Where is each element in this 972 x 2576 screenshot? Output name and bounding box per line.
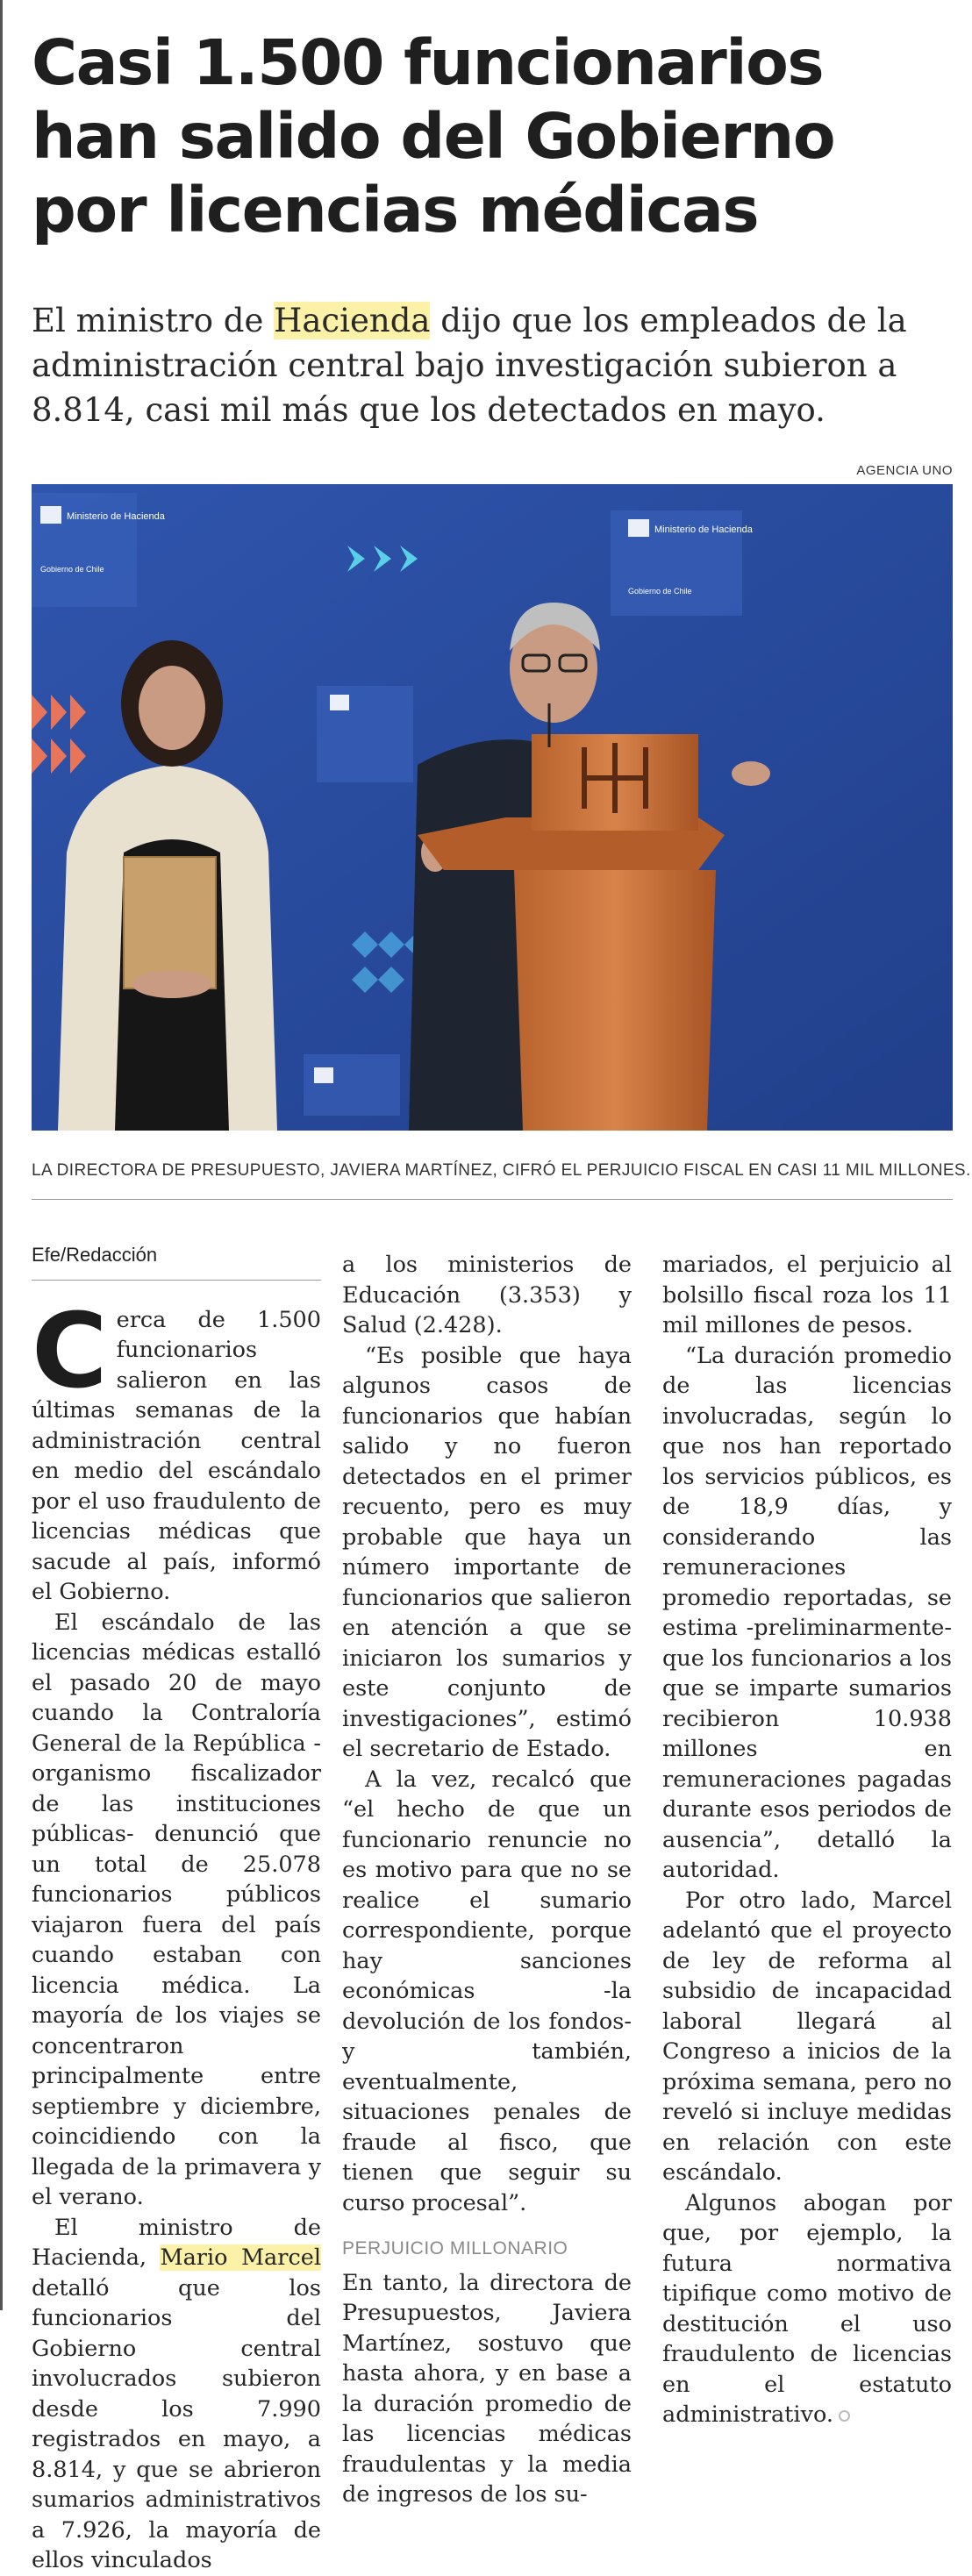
- paragraph-2: El escándalo de las licencias médicas estalló el pasado 20 de mayo cuando la Contraloría General de la República -organismo fiscalizador de las instituciones públicas- denunció que un total de 25.078 funcionarios públicos viajaron fuera del país cuando estaban con licencia médica. La mayoría de los viajes se concentraron principalmente entre septiembre y diciembre, coincidiendo con la llegada de la primavera y el verano.: [32, 1609, 321, 2210]
- page-left-rule: [0, 0, 3, 2310]
- photo-credit: AGENCIA UNO: [856, 463, 953, 478]
- paragraph-1: [32, 1289, 321, 1608]
- headline: [32, 26, 944, 247]
- paragraph-6-col2: En tanto, la directora de Presupuestos, Javiera Martínez, sostuvo que hasta ahora, y en base a la duración promedio de las licencias médicas fraudulentas y la media de ingresos de los su-: [342, 2269, 632, 2508]
- paragraph-7: “La duración promedio de las licencias involucradas, según lo que nos han reportado los servicios públicos, es de 18,9 días, y considerando las remuneraciones promedio reportadas, se estima -preliminarmente- que los funcionarios a los que se imparte sumarios recibieron 10.938 millones en remuneraciones pagadas durante esos periodos de ausencia”, detalló la autoridad.: [662, 1342, 952, 1883]
- deck-text-before: El ministro de: [32, 302, 275, 339]
- paragraph-3-highlight: Mario Marcel: [160, 2244, 321, 2271]
- sign-text-3: Gobierno de Chile: [40, 565, 104, 574]
- paragraph-9-text: Algunos abogan por que, por ejemplo, la futura normativa tipifique como motivo de destitución el uso fraudulento de licencias en el estatuto administrativo.: [662, 2189, 952, 2428]
- press-conference-illustration: [32, 484, 953, 1131]
- section-subhead: PERJUICIO MILLONARIO: [342, 2238, 568, 2258]
- paragraph-9: [662, 2188, 952, 2430]
- headline-line-3: por licencias médicas: [32, 174, 759, 246]
- article-column-3: [662, 1250, 952, 2430]
- paragraph-6-continued: mariados, el perjuicio al bolsillo fiscal roza los 11 mil millones de pesos.: [662, 1252, 952, 1338]
- paragraph-4: “Es posible que haya algunos casos de funcionarios que habían salido y no fueron detectados en el primer recuento, pero es muy probable que haya un número importante de funcionarios que salieron en atención a que se iniciaron los sumarios y este conjunto de investigaciones”, estimó el secretario de Estado.: [342, 1342, 632, 1762]
- paragraph-3-continued: a los ministerios de Educación (3.353) y Salud (2.428).: [342, 1252, 632, 1338]
- drop-cap: C: [32, 1289, 108, 1411]
- article-column-2: [342, 1250, 632, 2510]
- deck-highlight: Hacienda: [274, 302, 431, 339]
- paragraph-1-text: erca de 1.500 funcionarios salieron en las últimas semanas de la administración central en medio del escándalo por el uso fraudulento de licencias médicas que sacude al país, informó el Gobierno.: [32, 1306, 321, 1605]
- news-photo: [32, 484, 953, 1131]
- caption-divider: [32, 1199, 953, 1200]
- paragraph-3-after-col1: detalló que los funcionarios del Gobierno central involucrados subieron desde los 7.990 registrados en mayo, a 8.814, y que se abrieron sumarios administrativos a 7.926, la mayoría de ellos vinculados: [32, 2274, 321, 2573]
- byline: Efe/Redacción: [32, 1244, 158, 1266]
- headline-line-1: Casi 1.500 funcionarios: [32, 26, 824, 99]
- byline-divider: [32, 1280, 321, 1281]
- paragraph-3: [32, 2213, 321, 2576]
- sign-text-4: Gobierno de Chile: [628, 587, 692, 596]
- end-mark-icon: [839, 2410, 850, 2422]
- paragraph-3-before: El ministro de Hacienda,: [32, 2214, 321, 2271]
- paragraph-5: A la vez, recalcó que “el hecho de que un funcionario renuncie no es motivo para que no se realice el sumario correspondiente, porque hay sanciones económicas -la devolución de los fondos- y también, eventualmente, situaciones penales de fraude al fisco, que tienen que seguir su curso procesal”.: [342, 1766, 632, 2216]
- sign-text-2: Ministerio de Hacienda: [654, 524, 753, 535]
- sign-text-1: Ministerio de Hacienda: [67, 511, 165, 522]
- deck-text-after: dijo que los empleados de la administración central bajo investigación subieron a 8.814, casi mil más que los detectados en mayo.: [32, 302, 907, 429]
- deck-subheadline: [32, 298, 953, 432]
- headline-line-2: han salido del Gobierno: [32, 100, 835, 173]
- article-column-1: [32, 1240, 321, 2576]
- photo-caption: LA DIRECTORA DE PRESUPUESTO, JAVIERA MARTÍNEZ, CIFRÓ EL PERJUICIO FISCAL EN CASI 11 MIL MILLONES.: [32, 1161, 971, 1180]
- paragraph-8: Por otro lado, Marcel adelantó que el proyecto de ley de reforma al subsidio de incapacidad laboral llegará al Congreso a inicios de la próxima semana, pero no reveló si incluye medidas en relación con este escándalo.: [662, 1887, 952, 2186]
